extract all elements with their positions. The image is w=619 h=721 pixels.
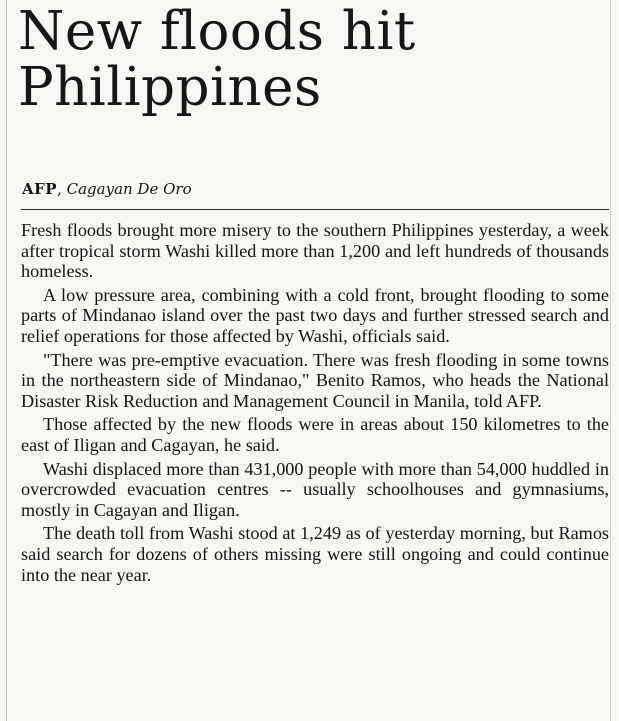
- byline-location: Cagayan De Oro: [66, 180, 192, 198]
- paragraph-6: The death toll from Washi stood at 1,249 as of yesterday morning, but Ramos said search for dozens of others missing were still ongoing and could continue into the near year.: [21, 523, 609, 585]
- byline-divider: [21, 209, 609, 210]
- paragraph-4: Those affected by the new floods were in areas about 150 kilometres to the east of Iligan and Cagayan, he said.: [21, 414, 609, 455]
- paragraph-1: Fresh floods brought more misery to the southern Philippines yesterday, a week after tropical storm Washi killed more than 1,200 and left hundreds of thousands homeless.: [21, 220, 609, 282]
- column-rule-left: [6, 0, 7, 721]
- article-headline: New floods hit Philippines: [18, 1, 416, 118]
- byline: [22, 180, 192, 198]
- byline-agency: AFP: [22, 180, 58, 198]
- paragraph-5: Washi displaced more than 431,000 people with more than 54,000 huddled in overcrowded evacuation centres -- usually schoolhouses and gymnasiums, mostly in Cagayan and Iligan.: [21, 458, 609, 520]
- paragraph-3: "There was pre-emptive evacuation. There was fresh flooding in some towns in the northeastern side of Mindanao," Benito Ramos, who heads the National Disaster Risk Reduction and Management Council in Manila, told AFP.: [21, 349, 609, 411]
- byline-separator: ,: [57, 180, 67, 198]
- paragraph-2: A low pressure area, combining with a cold front, brought flooding to some parts of Mindanao island over the past two days and further stressed search and relief operations for those affected by Washi, officials said.: [21, 284, 609, 346]
- article-body: [21, 220, 609, 588]
